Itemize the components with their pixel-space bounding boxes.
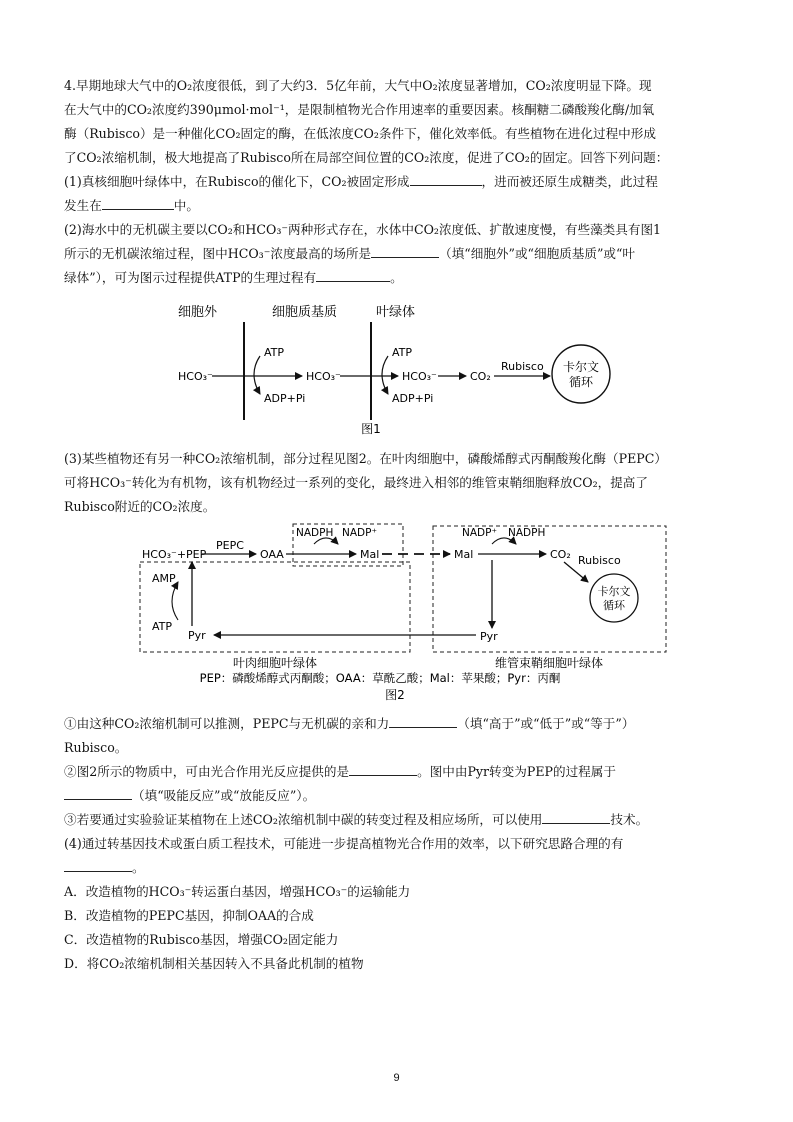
mal-mesophyll: Mal (360, 548, 380, 561)
figure-1 (160, 300, 630, 438)
hco3-chloroplast: HCO₃⁻ (402, 370, 437, 383)
subquestion-1: Rubisco。 (64, 740, 128, 755)
pyr-sheath: Pyr (480, 630, 498, 643)
question-4-intro (64, 74, 730, 290)
intro-line: 在大气中的CO₂浓度约390μmol·mol⁻¹，是限制植物光合作用速率的重要因素。核酮糖二磷酸羧化酶/加氧 (64, 102, 655, 117)
rubisco-label: Rubisco (501, 360, 544, 373)
mal-sheath: Mal (454, 548, 474, 561)
part-3-line: 可将HCO₃⁻转化为有机物，该有机物经过一系列的变化，最终进入相邻的维管束鞘细胞释放CO₂，提高了 (64, 475, 648, 490)
sheath-label: 维管束鞘细胞叶绿体 (494, 656, 604, 670)
atp-label: ATP (264, 346, 285, 359)
nadph-label: NADPH (296, 527, 334, 539)
atp-label: ATP (152, 620, 173, 633)
pepc-label: PEPC (216, 539, 244, 552)
adp-label: ADP+Pi (392, 392, 434, 405)
subquestion-2: ②图2所示的物质中，可由光合作用光反应提供的是 。图中由Pyr转变为PEP的过程属于 (64, 764, 616, 779)
option-d: D．将CO₂浓缩机制相关基因转入不具备此机制的植物 (64, 956, 364, 971)
answer-blank[interactable] (64, 858, 132, 872)
co2: CO₂ (470, 370, 491, 383)
calvin-cycle-circle (590, 574, 638, 622)
nadp-label: NADP⁺ (462, 527, 497, 539)
nadp-label: NADP⁺ (342, 527, 377, 539)
calvin-cycle-circle (552, 345, 610, 403)
answer-blank[interactable] (371, 244, 439, 258)
intro-line: 4.早期地球大气中的O₂浓度很低，到了大约3．5亿年前，大气中O₂浓度显著增加，CO₂浓度明显下降。现 (64, 78, 652, 93)
subquestion-1: ①由这种CO₂浓缩机制可以推测，PEPC与无机碳的亲和力 （填“高于”或“低于”或“等于”） (64, 716, 635, 731)
part-1-line: 发生在 中。 (64, 198, 199, 213)
sheath-box (433, 526, 666, 652)
label-chloroplast: 叶绿体 (376, 305, 416, 320)
atp-arrow (382, 356, 388, 394)
answer-blank[interactable] (64, 786, 132, 800)
atp-label: ATP (392, 346, 413, 359)
intro-line: 了CO₂浓缩机制，极大地提高了Rubisco所在局部空间位置的CO₂浓度，促进了CO₂的固定。回答下列问题： (64, 150, 669, 165)
calvin-cycle-label: 卡尔文 (562, 360, 600, 374)
part-3-line: (3)某些植物还有另一种CO₂浓缩机制，部分过程见图2。在叶肉细胞中，磷酸烯醇式丙酮酸羧化酶（PEPC） (64, 451, 667, 466)
calvin-cycle-label: 循环 (568, 375, 594, 389)
part-2-line: 绿体”），可为图示过程提供ATP的生理过程有 。 (64, 270, 403, 285)
adp-label: ADP+Pi (264, 392, 306, 405)
answer-blank[interactable] (542, 810, 610, 824)
answer-blank[interactable] (410, 172, 482, 186)
option-c: C．改造植物的Rubisco基因，增强CO₂固定能力 (64, 932, 339, 947)
hco3-cytoplasm: HCO₃⁻ (306, 370, 341, 383)
option-b: B．改造植物的PEPC基因，抑制OAA的合成 (64, 908, 314, 923)
option-a: A．改造植物的HCO₃⁻转运蛋白基因，增强HCO₃⁻的运输能力 (64, 884, 411, 899)
hco3-outside: HCO₃⁻ (178, 370, 213, 383)
label-extracellular: 细胞外 (178, 305, 218, 320)
part-2-line: (2)海水中的无机碳主要以CO₂和HCO₃⁻两种形式存在，水体中CO₂浓度低、扩散速度慢，有些藻类具有图1 (64, 222, 662, 237)
rubisco-label: Rubisco (578, 554, 621, 567)
hco3-pep: HCO₃⁻+PEP (142, 548, 207, 561)
answer-blank[interactable] (389, 714, 457, 728)
part-4-line: 。 (64, 856, 730, 880)
nadph-label: NADPH (508, 527, 546, 539)
figure-2 (130, 522, 670, 702)
figure-caption: 图1 (361, 422, 381, 436)
oaa: OAA (260, 548, 284, 561)
atp-arrow (254, 356, 260, 394)
part-3-subquestions (64, 712, 730, 976)
amp-label: AMP (152, 572, 176, 585)
figure-legend: PEP：磷酸烯醇式丙酮酸；OAA：草酰乙酸；Mal：苹果酸；Pyr：丙酮 (199, 671, 561, 685)
answer-blank[interactable] (349, 762, 417, 776)
calvin-cycle-label: 卡尔文 (597, 585, 631, 598)
subquestion-3: ③若要通过实验验证某植物在上述CO₂浓缩机制中碳的转变过程及相应场所，可以使用 技术。 (64, 812, 649, 827)
answer-blank[interactable] (102, 196, 174, 210)
calvin-cycle-label: 循环 (603, 599, 625, 612)
pyr-mesophyll: Pyr (188, 629, 206, 642)
page-number: 9 (393, 1072, 400, 1084)
part-1-line: (1)真核细胞叶绿体中，在Rubisco的催化下，CO₂被固定形成 ，进而被还原生成糖类，此过程 (64, 174, 658, 189)
co2: CO₂ (550, 548, 571, 561)
intro-line: 酶（Rubisco）是一种催化CO₂固定的酶，在低浓度CO₂条件下，催化效率低。有些植物在进化过程中形成 (64, 126, 656, 141)
part-3-line: Rubisco附近的CO₂浓度。 (64, 499, 216, 514)
figure-caption: 图2 (385, 688, 405, 702)
part-4-line: (4)通过转基因技术或蛋白质工程技术，可能进一步提高植物光合作用的效率，以下研究思路合理的有 (64, 836, 624, 851)
part-3 (64, 447, 730, 519)
part-2-line: 所示的无机碳浓缩过程，图中HCO₃⁻浓度最高的场所是 （填“细胞外”或“细胞质基质”或“叶 (64, 246, 636, 261)
subquestion-2: （填“吸能反应”或“放能反应”）。 (64, 784, 730, 808)
answer-blank[interactable] (316, 268, 390, 282)
label-cytoplasm: 细胞质基质 (272, 305, 338, 320)
mesophyll-box (140, 562, 410, 652)
mesophyll-label: 叶肉细胞叶绿体 (232, 656, 318, 670)
atp-arrow (172, 582, 178, 620)
